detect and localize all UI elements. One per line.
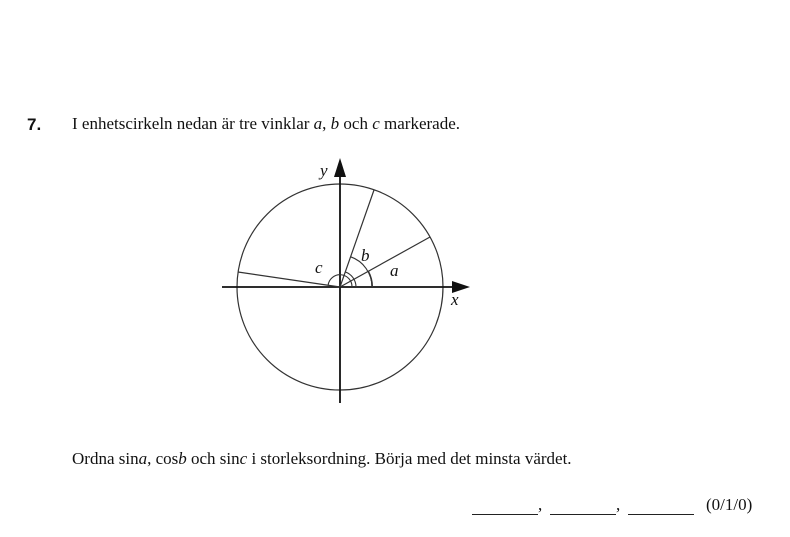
var-c: c bbox=[372, 114, 380, 133]
angle-label-a: a bbox=[390, 261, 399, 280]
fn-sin: sin bbox=[118, 449, 139, 468]
answer-blank-3[interactable] bbox=[628, 496, 694, 515]
text-segment: och bbox=[339, 114, 373, 133]
answer-blank-2[interactable] bbox=[550, 496, 616, 515]
fn-cos: cos bbox=[155, 449, 179, 468]
text-segment: , bbox=[322, 114, 331, 133]
instruction-text bbox=[72, 449, 572, 469]
var-a: a bbox=[313, 114, 323, 133]
x-axis-label: x bbox=[451, 290, 459, 309]
angle-label-c: c bbox=[315, 258, 323, 277]
answer-blank-1[interactable] bbox=[472, 496, 538, 515]
var-b: b bbox=[330, 114, 340, 133]
text-segment: I enhetscirkeln nedan är tre vinklar bbox=[72, 114, 314, 133]
var-a: a bbox=[138, 449, 148, 468]
text-segment: och bbox=[191, 449, 216, 468]
text-segment: , bbox=[147, 449, 152, 468]
fn-sin: sin bbox=[219, 449, 240, 468]
angle-label-b: b bbox=[361, 246, 370, 265]
separator: , bbox=[616, 495, 621, 514]
y-axis-arrow-icon bbox=[334, 158, 346, 177]
text-segment: i storleksordning. Börja med det minsta värdet. bbox=[251, 449, 572, 468]
text-segment: markerade. bbox=[379, 114, 460, 133]
separator: , bbox=[538, 495, 543, 514]
answer-row bbox=[472, 495, 752, 515]
y-axis-label: y bbox=[320, 161, 328, 180]
ray-c bbox=[238, 272, 340, 287]
text-segment: Ordna bbox=[72, 449, 115, 468]
question-number: 7. bbox=[27, 115, 42, 134]
arc-b-inner bbox=[345, 272, 356, 287]
var-b: b bbox=[178, 449, 187, 468]
score-label: (0/1/0) bbox=[706, 495, 753, 514]
var-c: c bbox=[239, 449, 248, 468]
